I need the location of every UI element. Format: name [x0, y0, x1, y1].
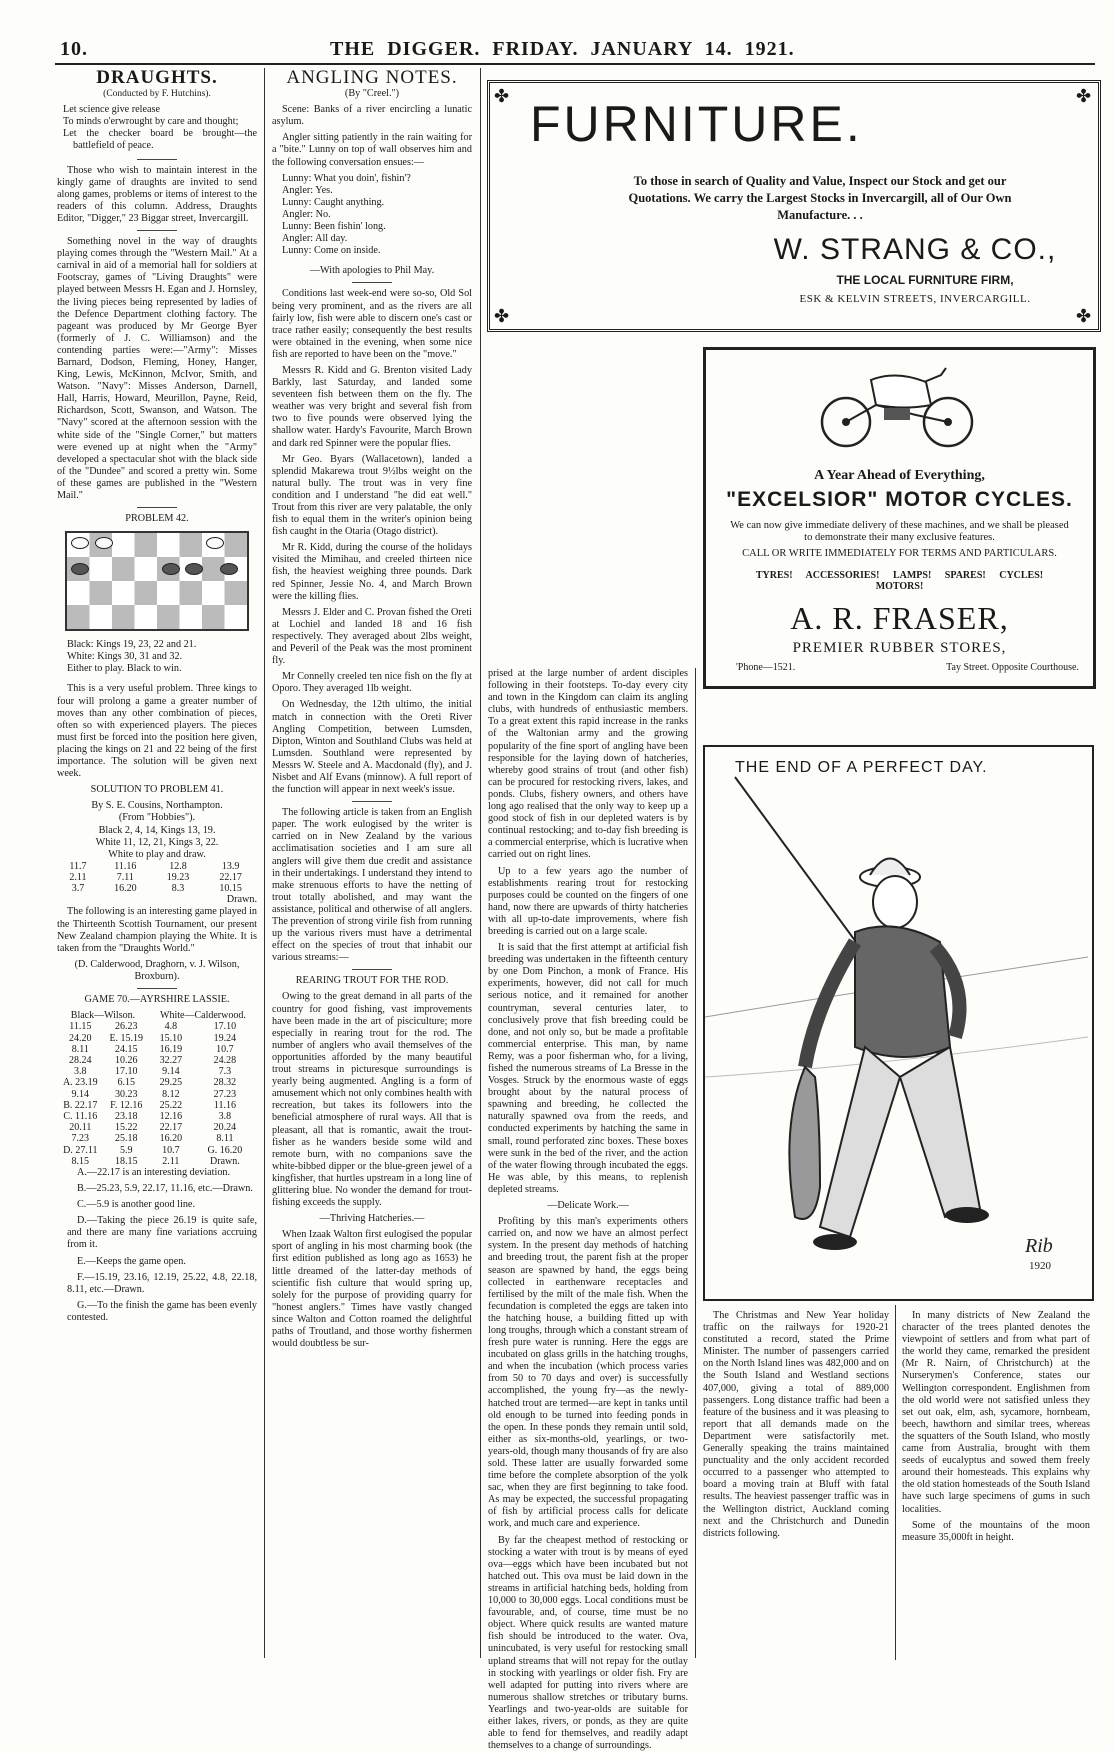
- draughts-heading: DRAUGHTS.: [96, 67, 218, 88]
- angling-byline: (By "Creel."): [344, 88, 400, 100]
- ad-items: [706, 570, 1093, 581]
- move-cell: 3.7: [71, 883, 85, 895]
- ad-body: To those in search of Quality and Value, Inspect our Stock and get our Quotations. We carry the Largest Stocks in Invercargill, all of Our Own Manufacture. . .: [628, 174, 1012, 222]
- separator: [352, 282, 392, 283]
- apology-line: —With apologies to Phil May.: [309, 265, 435, 277]
- solution-by: By S. E. Cousins, Northampton.: [91, 800, 223, 812]
- move-cell: 22.17: [219, 871, 242, 883]
- table-row: [57, 1133, 257, 1144]
- angling-column: [272, 68, 472, 1658]
- paragraph: The following article is taken from an English paper. The work eulogised by the writer is carried on in New Zealand by the various acclimatisation societies and I am sure all anglers will give them due credit and assistance in their undertakings. I understand they intend to make strenuous efforts to have the netting of trout totally abolished, and may want the assistance, political and otherwise of all anglers. The prevention of strong virile fish from running up the various rivers must have a detrimental effect on the species of trout that inhabit our various streams:—: [272, 807, 472, 964]
- move-cell: 19.24: [213, 1032, 237, 1044]
- verse-line: Let the checker board be brought—the battlefield of peace.: [63, 128, 257, 152]
- dialogue-line: Lunny: What you doin', fishin'?: [282, 172, 411, 184]
- problem-heading: PROBLEM 42.: [125, 513, 189, 525]
- ad-call-to-action: CALL OR WRITE IMMEDIATELY FOR TERMS AND PARTICULARS.: [742, 548, 1057, 559]
- move-cell: E. 15.19: [109, 1032, 144, 1044]
- move-cell: 20.11: [69, 1122, 92, 1134]
- white-king-piece: [71, 537, 89, 549]
- dialogue: [272, 173, 472, 258]
- move-cell: 11.15: [69, 1021, 92, 1033]
- table-row: [57, 1111, 257, 1122]
- table-row: [57, 1089, 257, 1100]
- draughts-column: [57, 68, 257, 1658]
- paragraph: It is said that the first attempt at artificial fish breeding was undertaken in the fifteenth century by one Dom Pinchon, a monk of France. His experiments, however, did not call for much serious notice, and it remained for another countryman, several centuries later, to conclusively prove that fish breeding could be done, and not only so, but be made a profitable commercial enterprise. This man, by name Remy, was a poor fisherman who, for a living, fished the numerous streams of La Bresse in the Vosges. Struck by the enormous waste of eggs brought about by the natural process of spawning and breeding, he collected the naturally spawned ova from the reeds, and conducted experiments by hatching the same in small, round perforated zinc boxes. These boxes were sunk in the bed of the river, and the action of the water flowing through incubated the eggs. He was able, by this means, to replenish depleted streams.: [488, 942, 688, 1195]
- paragraph: Owing to the great demand in all parts of the country for good fishing, vast improvements have been made in the art of pisciculture; more especially in rearing trout for the rod. The number of anglers who avail themselves of the opportunities afforded by the many beautiful trout streams in picturesque surroundings is yearly being augmented. Angling is a form of amusement which not only combines health with recreation, but takes its followers into the beneficial atmosphere of rural ways. All that is pleasant, all that is romantic, await the trout-fisher as he wanders beside some wild and remote burn, with no companions save the white-bibbed dipper or the blue-green jewel of a kingfisher, that hurtles upstream in a long line of glittering blue. No wonder the demand for trout-fishing exceeds the supply.: [272, 991, 472, 1209]
- move-cell: Drawn.: [210, 1155, 240, 1167]
- move-cell: B. 22.17: [63, 1099, 98, 1111]
- move-cell: 18.15: [114, 1155, 138, 1167]
- position-line: Either to play. Black to win.: [67, 663, 182, 675]
- game-note: B.—25.23, 5.9, 22.17, 11.16, etc.—Drawn.: [77, 1183, 253, 1195]
- move-cell: 26.23: [114, 1021, 138, 1033]
- column-header: Black—Wilson.: [70, 1010, 136, 1022]
- railway-traffic-column: [703, 1310, 889, 1660]
- move-cell: 27.23: [213, 1088, 237, 1100]
- newspaper-title: THE DIGGER. FRIDAY. JANUARY 14. 1921.: [330, 38, 795, 60]
- ad-firm: W. STRANG & CO.,: [773, 233, 1057, 266]
- game-heading: GAME 70.—AYRSHIRE LASSIE.: [84, 994, 230, 1006]
- ad-firm: A. R. FRASER,: [790, 600, 1009, 636]
- move-cell: 17.10: [213, 1021, 237, 1033]
- trees-column: [902, 1310, 1090, 1660]
- paragraph: The Christmas and New Year holiday traffic on the railways for 1920-21 constituted a record, stated the Prime Minister. The number of passengers carried on the North Island lines was 482,000 and on the South Island and Westland sections 407,000, giving a total of 889,000 passengers. Long distance traffic had been a feature of the business and it was pleasing to report that all demands made on the Department were satisfactorily met. Generally speaking the trains maintained punctuality and the only accident recorded occurred to a passenger who attempted to board a moving train at Bluff with fatal results. The heaviest passenger traffic was in the Wellington district, Auckland coming next and the Christchurch and Dunedin districts following.: [703, 1310, 889, 1539]
- separator: [352, 801, 392, 802]
- ad-item: ACCESSORIES!: [805, 570, 880, 581]
- paragraph: The following is an interesting game played in the Thirteenth Scottish Tournament, our present New Zealand champion playing the White. It is taken from the "Draughts World.": [57, 906, 257, 954]
- separator: [137, 507, 177, 508]
- move-cell: 11.7: [69, 860, 87, 872]
- dialogue-line: Angler: All day.: [282, 233, 348, 245]
- paragraph: Some of the mountains of the moon measure 35,000ft in height.: [902, 1519, 1090, 1543]
- table-header-row: [57, 1010, 257, 1021]
- dialogue-line: Angler: No.: [282, 208, 331, 220]
- move-cell: 32.27: [159, 1054, 183, 1066]
- angling-heading: ANGLING NOTES.: [286, 67, 458, 88]
- move-cell: 2.11: [162, 1155, 180, 1167]
- move-cell: 12.8: [169, 860, 187, 872]
- move-cell: 9.14: [71, 1088, 90, 1100]
- move-cell: 30.23: [114, 1088, 138, 1100]
- move-cell: G. 16.20: [207, 1144, 243, 1156]
- motorcycle-advertisement: [703, 347, 1096, 689]
- move-cell: A. 23.19: [62, 1077, 98, 1089]
- table-row: [57, 1055, 257, 1066]
- dialogue-line: Lunny: Been fishin' long.: [282, 221, 386, 233]
- dialogue-line: Lunny: Come on inside.: [282, 245, 381, 257]
- subheading: —Thriving Hatcheries.—: [319, 1213, 425, 1225]
- subheading: —Delicate Work.—: [547, 1200, 629, 1212]
- move-cell: 8.15: [71, 1155, 90, 1167]
- paragraph: Messrs J. Elder and C. Provan fished the Oreti at Lochiel and landed 18 and 16 fish respectively. They averaged about 2lbs weight, and Peveril of the Peak was the most prominent fly.: [272, 606, 472, 667]
- solution-white: White 11, 12, 21, Kings 3, 22.: [95, 836, 219, 848]
- move-cell: 9.14: [162, 1066, 180, 1078]
- move-cell: 8.11: [216, 1133, 234, 1145]
- artist-year: 1920: [1029, 1260, 1051, 1272]
- table-row: [57, 1021, 257, 1032]
- move-cell: 19.23: [166, 871, 190, 883]
- angling-continued-column: [488, 668, 688, 1752]
- masthead: [60, 38, 1090, 60]
- paragraph: Profiting by this man's experiments others carried on, and now we have an almost perfect system. In the present day methods of hatching and breeding trout, the parent fish at the proper season are spawned by hand, the eggs being collected in earthenware receptacles and fertilised by the milt of the male fish. When the fecundation is completed the eggs are taken into the hatching house, a building fitted up with long troughs, through which a constant stream of fresh pure water is running. Here the eggs are incubated on glass grills in the hatching troughs, and when the incubation (which process varies from 50 to 70 days and over) is successfully accomplished, the young fry—as the newly-hatched trout are termed—are kept in tanks until old enough to be turned into feeding ponds in the open. In these ponds they remain until sold, either as six-months-old, yearlings, or two-years-old, though many thousands of fry are also sold. These latter are usually forwarded some time before the complete absorption of the yolk sac, when they are first beginning to take food. As may be expected, the successful propagating of fish by artificial process calls for delicate work, and much care and experience.: [488, 1216, 688, 1530]
- ornament-icon: ✤: [1076, 86, 1092, 106]
- game-note: E.—Keeps the game open.: [77, 1255, 186, 1267]
- draughts-verse: [63, 104, 257, 152]
- table-row: [57, 1156, 257, 1167]
- game-note: G.—To the finish the game has been evenly contested.: [67, 1299, 257, 1323]
- ad-store: PREMIER RUBBER STORES,: [792, 640, 1007, 656]
- separator: [352, 969, 392, 970]
- paragraph: Mr R. Kidd, during the course of the holidays visited the Mimihau, and creeled thirteen nice fish, the heaviest weighing three pounds. Dark red Spinner, Jessie No. 4, and March Brown were the killing flies.: [272, 542, 472, 602]
- move-cell: 16.19: [159, 1043, 183, 1055]
- move-cell: 13.9: [221, 860, 240, 872]
- ad-tagline: THE LOCAL FURNITURE FIRM,: [836, 273, 1014, 287]
- table-row: [57, 1066, 257, 1077]
- separator: [137, 159, 177, 160]
- game-moves-table: [57, 1010, 257, 1167]
- draughts-board: [65, 531, 249, 631]
- move-cell: C. 11.16: [63, 1110, 98, 1122]
- draughts-byline: (Conducted by F. Hutchins).: [103, 89, 211, 100]
- paragraph: On Wednesday, the 12th ultimo, the initial match in connection with the Oreti River Angling Competition, between Lumsden, Dipton, Winton and Southland Clubs was held at Lumsden. Southland were represented by Messrs W. Steele and A. Macdonald (fly), and J. Nisbet and Alf Evans (minnow). A full report of the function will appear in next week's issue.: [272, 699, 472, 796]
- ad-item: SPARES!: [944, 570, 986, 581]
- paragraph: Messrs R. Kidd and G. Brenton visited Lady Barkly, last Saturday, and landed some seventeen fish between them on the fly. The weather was very bright and several fish from two to five pounds were observed lying the shallow water. Hardy's Favourite, March Brown and dark red Spinner were the popular flies.: [272, 364, 472, 449]
- move-cell: 12.16: [159, 1110, 183, 1122]
- game-note: C.—5.9 is another good line.: [77, 1199, 195, 1211]
- move-cell: 24.28: [213, 1054, 237, 1066]
- paragraph: Something novel in the way of draughts playing comes through the "Western Mail." At a carnival in aid of a memorial hall for soldiers at Footscray, games of "Living Draughts" were played between Messrs H. Egan and J. Hornsley, the living pieces being represented by ladies of the Defence Department clothing factory. The pageant was produced by Mr George Byer (formerly of J. C. Williamson) and the contending parties were:—"Army": Misses Barnard, Dodson, Fleming, Honey, Hanger, King, Lewis, McKinnon, McIvor, Smith, and Watson. "Navy": Misses Anderson, Darnell, Hall, Harris, Howard, Meurillon, Payne, Reid, Richardson, Scott, Swanson, and Watson. The "Navy" scored at the afternoon session with the white side of the "Single Corner," but matters were evened up at night when the "Army" developed a spectacular shot with the black side of the "Dundee" and scored a pretty win. Some of these games are published in the "Western Mail.": [57, 236, 257, 501]
- table-row: [57, 861, 257, 872]
- move-cell: 29.25: [159, 1077, 183, 1089]
- ad-product: "EXCELSIOR" MOTOR CYCLES.: [726, 488, 1073, 511]
- move-cell: 8.3: [171, 883, 185, 895]
- move-cell: 16.20: [114, 883, 137, 895]
- ad-item: TYRES!: [755, 570, 793, 581]
- move-cell: 10.7: [162, 1144, 180, 1156]
- move-cell: 3.8: [218, 1110, 232, 1122]
- black-king-piece: [162, 563, 180, 575]
- motorcycle-illustration: [816, 360, 976, 455]
- table-row: [57, 1033, 257, 1044]
- solution-moves-table: [57, 861, 257, 895]
- cartoon-panel: [703, 745, 1094, 1301]
- paragraph: Scene: Banks of a river encircling a lunatic asylum.: [272, 104, 472, 128]
- dialogue-line: Lunny: Caught anything.: [282, 196, 385, 208]
- move-cell: 10.7: [216, 1043, 234, 1055]
- ad-item: MOTORS!: [875, 581, 924, 592]
- column-rule: [695, 668, 696, 1658]
- verse-line: Let science give release: [63, 104, 161, 116]
- ad-phone: 'Phone—1521.: [736, 662, 796, 673]
- problem-position: [57, 639, 257, 675]
- white-king-piece: [206, 537, 224, 549]
- ad-headline: A Year Ahead of Everything,: [814, 468, 985, 483]
- table-row: [57, 1044, 257, 1055]
- move-cell: 10.15: [219, 883, 242, 895]
- paragraph: Up to a few years ago the number of establishments rearing trout for restocking purposes could be counted on the fingers of one hand, now there are upwards of thirty hatcheries with all up-to-date improvements, where fish breeding is carried out on a large scale.: [488, 865, 688, 937]
- game-notes: [57, 1167, 257, 1324]
- paragraph: Mr Connelly creeled ten nice fish on the fly at Oporo. They averaged 1lb weight.: [272, 671, 472, 695]
- solution-black: Black 2, 4, 14, Kings 13, 19.: [98, 824, 216, 836]
- column-header: White—Calderwood.: [160, 1010, 246, 1022]
- table-row: [57, 1122, 257, 1133]
- column-rule: [264, 68, 265, 1658]
- paragraph: This is a very useful problem. Three kings to four will prolong a game a greater number of moves than any other combination of pieces, often so with experienced players. The pieces must first be forced into the position here given, placing the kings on 21 and 22 being of the first importance. The solution will be given next week.: [57, 683, 257, 780]
- paragraph: When Izaak Walton first eulogised the popular sport of angling in his most charming book (the first edition published as long ago as 1653) he little dreamed of the latter-day methods of scientific fish culture that would spring up, solely for the purpose of providing quarry for "honest anglers." Times have vastly changed since Walton and Cotton roamed the delightful paths of Troutland, and those worthy fishermen would doubtless be sur-: [272, 1229, 472, 1350]
- move-cell: 24.20: [69, 1032, 92, 1044]
- paragraph: By far the cheapest method of restocking or stocking a water with trout is by means of eyed ova—eggs which have been incubated but not hatched out. This ova must be laid down in the streams in artificial hatching beds, holding from 10,000 to 30,000 eggs. Local conditions must be favourable, and, of course, time must be no object. Where quick results are wanted mature fish should be introduced to the water. Ova, unincubated, is very useful for restocking small upland streams that will not repay for the outlay in stocking with yearlings or older fish. Fry are well adapted for putting into rivers where are numerous shallow stretches or tributary burns. Yearlings and two-year-olds are suitable for either lakes, rivers, or ponds, as they are quite able to fend for themselves, and readily adapt themselves to a change of surroundings.: [488, 1534, 688, 1752]
- column-rule: [480, 68, 481, 1658]
- separator: [137, 988, 177, 989]
- page-number: 10.: [60, 38, 88, 60]
- move-cell: 8.12: [162, 1088, 180, 1100]
- table-row: [57, 883, 257, 894]
- move-cell: F. 12.16: [110, 1099, 143, 1111]
- paragraph: Those who wish to maintain interest in the kingly game of draughts are invited to send along games, problems or items of interest to the readers of this column. Address, Draughts Editor, "Digger," 23 Biggar street, Invercargill.: [57, 164, 257, 224]
- move-cell: D. 27.11: [63, 1144, 98, 1156]
- white-king-piece: [95, 537, 113, 549]
- game-note: F.—15.19, 23.16, 12.19, 25.22, 4.8, 22.18, 8.11, etc.—Drawn.: [67, 1271, 257, 1295]
- move-cell: 2.11: [69, 871, 87, 883]
- solution-result: Drawn.: [226, 894, 257, 906]
- move-cell: 11.16: [114, 860, 137, 872]
- ad-body: We can now give immediate delivery of these machines, and we shall be pleased to demonstrate their many exclusive features.: [730, 520, 1069, 543]
- move-cell: 6.15: [117, 1077, 135, 1089]
- move-cell: 25.18: [114, 1133, 138, 1145]
- move-cell: 11.16: [213, 1099, 236, 1111]
- ornament-icon: ✤: [494, 86, 510, 106]
- move-cell: 8.11: [71, 1043, 89, 1055]
- move-cell: 15.10: [159, 1032, 183, 1044]
- move-cell: 25.22: [159, 1099, 183, 1111]
- position-line: White: Kings 30, 31 and 32.: [67, 651, 183, 663]
- solution-play: White to play and draw.: [108, 848, 206, 860]
- ornament-icon: ✤: [494, 306, 510, 326]
- paragraph: Conditions last week-end were so-so, Old Sol being very prominent, and as the rivers are all fairly low, fish were able to discern one's cast or trace rather easily; consequently the best results were obtained in the evening, when some nice fish are reported to have been on the "move.": [272, 288, 472, 360]
- position-line: Black: Kings 19, 23, 22 and 21.: [67, 639, 197, 651]
- paragraph: In many districts of New Zealand the character of the trees planted denotes the viewpoint of settlers and from what part of the world they came, remarked the president (Mr R. Nairn, of Christchurch) at the Nurserymen's Conference, states our Wellington correspondent. Englishmen from the old world were not satisfied unless they set out oak, elm, ash, sycamore, hornbeam, beech, hawthorn and similar trees, whereas the squatters of the South Island, who mostly came from Australia, brought with them seeds of eucalyptus and sowed them freely around their homesteads. This explains why the old station homesteads of the South Island have such large specimens of gums in such localities.: [902, 1310, 1090, 1515]
- fisherman-cartoon-illustration: [705, 747, 1088, 1295]
- move-cell: 7.3: [218, 1066, 232, 1078]
- move-cell: 10.26: [114, 1054, 138, 1066]
- move-cell: 17.10: [114, 1066, 138, 1078]
- move-cell: 28.24: [69, 1054, 92, 1066]
- furniture-advertisement: [487, 80, 1101, 332]
- separator: [137, 230, 177, 231]
- move-cell: 15.22: [114, 1122, 138, 1134]
- paragraph: prised at the large number of ardent disciples following in their footsteps. To-day every city and town in the Kingdom can claim its angling clubs, with hundreds of enthusiastic members. To a great extent this rapid increase in the ranks of the Waltonian army and the growing popularity of the fine sport of angling have been responsible for the laying down of hatcheries, whereby good strains of trout (and other fish) can be procured for restocking rivers, lakes, and ponds. Clubs, fishery owners, and others have long ago realised that the only way to keep up a good stock of fish in our depleted waters is by continual restocking; and to-day fish breeding is a commercial enterprise, which is lucrative when carried out on right lines.: [488, 668, 688, 861]
- ad-title: FURNITURE.: [530, 96, 863, 152]
- players-line: (D. Calderwood, Draghorn, v. J. Wilson, Broxburn).: [74, 958, 240, 982]
- cartoon-caption: THE END OF A PERFECT DAY.: [735, 759, 988, 776]
- table-row: [57, 1100, 257, 1111]
- move-cell: 7.23: [71, 1133, 90, 1145]
- black-king-piece: [185, 563, 203, 575]
- move-cell: 3.8: [74, 1066, 87, 1078]
- move-cell: 24.15: [114, 1043, 138, 1055]
- move-cell: 23.18: [114, 1110, 138, 1122]
- black-king-piece: [220, 563, 238, 575]
- move-cell: 5.9: [119, 1144, 133, 1156]
- column-rule: [895, 1305, 896, 1660]
- move-cell: 22.17: [159, 1122, 183, 1134]
- ornament-icon: ✤: [1076, 306, 1092, 326]
- move-cell: 16.20: [159, 1133, 183, 1145]
- solution-heading: SOLUTION TO PROBLEM 41.: [90, 784, 224, 796]
- table-row: [57, 872, 257, 883]
- solution-source: (From "Hobbies").: [118, 812, 196, 824]
- move-cell: 4.8: [164, 1021, 178, 1033]
- game-note: A.—22.17 is an interesting deviation.: [77, 1166, 231, 1178]
- verse-line: To minds o'erwrought by care and thought;: [63, 116, 239, 128]
- ad-item: CYCLES!: [999, 570, 1044, 581]
- dialogue-line: Angler: Yes.: [282, 184, 333, 196]
- artist-signature: Rib: [1025, 1235, 1053, 1257]
- masthead-rule: [55, 63, 1095, 65]
- move-cell: 20.24: [213, 1122, 237, 1134]
- ad-item: LAMPS!: [892, 570, 932, 581]
- table-row: [57, 1077, 257, 1088]
- game-note: D.—Taking the piece 26.19 is quite safe, and there are many fine variations accruing from it.: [67, 1215, 257, 1251]
- move-cell: 7.11: [116, 871, 134, 883]
- subheading: REARING TROUT FOR THE ROD.: [295, 975, 449, 987]
- table-row: [57, 1145, 257, 1156]
- black-king-piece: [71, 563, 89, 575]
- paragraph: Angler sitting patiently in the rain waiting for a "bite." Lunny on top of wall observes him and the following conversation ensues:—: [272, 132, 472, 168]
- ad-address: Tay Street. Opposite Courthouse.: [946, 662, 1079, 673]
- move-cell: 28.32: [213, 1077, 237, 1089]
- paragraph: Mr Geo. Byars (Wallacetown), landed a splendid Makarewa trout 9½lbs weight on the natural bully. The trout was in very fine condition and I understand "he did eat well." Trout from this river are very palatable, the only fish to equal them in the writer's opinion being fish caught in the Otaria (Otago district).: [272, 453, 472, 538]
- ad-address: ESK & KELVIN STREETS, INVERCARGILL.: [799, 293, 1031, 305]
